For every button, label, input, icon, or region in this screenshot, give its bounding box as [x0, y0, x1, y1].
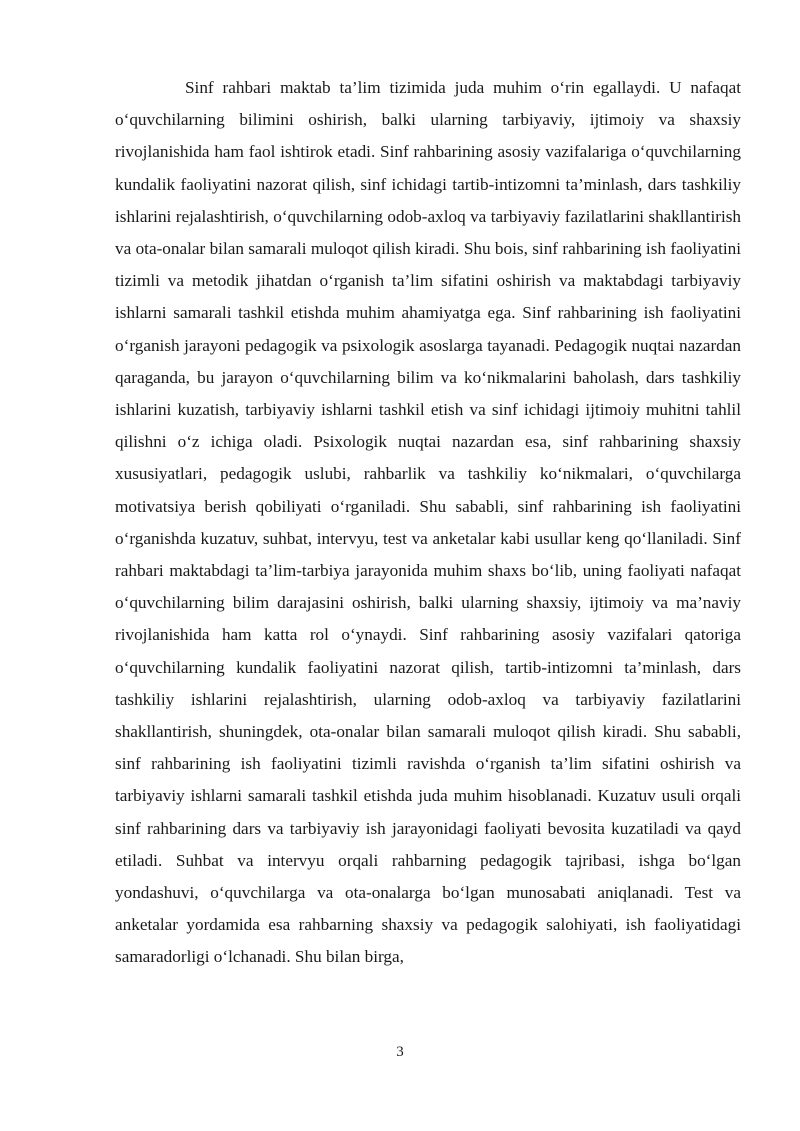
- body-paragraph: Sinf rahbari maktab ta’lim tizimida juda muhim o‘rin egallaydi. U nafaqat o‘quvchilarning bilimini oshirish, balki ularning tarbiyaviy, ijtimoiy va shaxsiy rivojlanishida ham faol ishtirok etadi. Sinf rahbarining asosiy vazifalariga o‘quvchilarning kundalik faoliyatini nazorat qilish, sinf ichidagi tartib-intizomni ta’minlash, dars tashkiliy ishlarini rejalashtirish, o‘quvchilarning odob-axloq va tarbiyaviy fazilatlarini shakllantirish va ota-onalar bilan samarali muloqot qilish kiradi. Shu bois, sinf rahbarining ish faoliyatini tizimli va metodik jihatdan o‘rganish ta’lim sifatini oshirish va maktabdagi tarbiyaviy ishlarni samarali tashkil etishda muhim ahamiyatga ega. Sinf rahbarining ish faoliyatini o‘rganish jarayoni pedagogik va psixologik asoslarga tayanadi. Pedagogik nuqtai nazardan qaraganda, bu jarayon o‘quvchilarning bilim va ko‘nikmalarini baholash, dars tashkiliy ishlarini kuzatish, tarbiyaviy ishlarni tashkil etish va sinf ichidagi ijtimoiy muhitni tahlil qilishni o‘z ichiga oladi. Psixologik nuqtai nazardan esa, sinf rahbarining shaxsiy xususiyatlari, pedagogik uslubi, rahbarlik va tashkiliy ko‘nikmalari, o‘quvchilarga motivatsiya berish qobiliyati o‘rganiladi. Shu sababli, sinf rahbarining ish faoliyatini o‘rganishda kuzatuv, suhbat, intervyu, test va anketalar kabi usullar keng qo‘llaniladi. Sinf rahbari maktabdagi ta’lim-tarbiya jarayonida muhim shaxs bo‘lib, uning faoliyati nafaqat o‘quvchilarning bilim darajasini oshirish, balki ularning shaxsiy, ijtimoiy va ma’naviy rivojlanishida ham katta rol o‘ynaydi. Sinf rahbarining asosiy vazifalari qatoriga o‘quvchilarning kundalik faoliyatini nazorat qilish, tartib-intizomni ta’minlash, dars tashkiliy ishlarini rejalashtirish, ularning odob-axloq va tarbiyaviy fazilatlarini shakllantirish, shuningdek, ota-onalar bilan samarali muloqot qilish kiradi. Shu sababli, sinf rahbarining ish faoliyatini tizimli ravishda o‘rganish ta’lim sifatini oshirish va tarbiyaviy ishlarni samarali tashkil etishda juda muhim hisoblanadi. Kuzatuv usuli orqali sinf rahbarining dars va tarbiyaviy ish jarayonidagi faoliyati bevosita kuzatiladi va qayd etiladi. Suhbat va intervyu orqali rahbarning pedagogik tajribasi, ishga bo‘lgan yondashuvi, o‘quvchilarga va ota-onalarga bo‘lgan munosabati aniqlanadi. Test va anketalar yordamida esa rahbarning shaxsiy va pedagogik salohiyati, ish faoliyatidagi samaradorligi o‘lchanadi. Shu bilan birga,: [115, 78, 741, 967]
- page-number: 3: [396, 1044, 404, 1060]
